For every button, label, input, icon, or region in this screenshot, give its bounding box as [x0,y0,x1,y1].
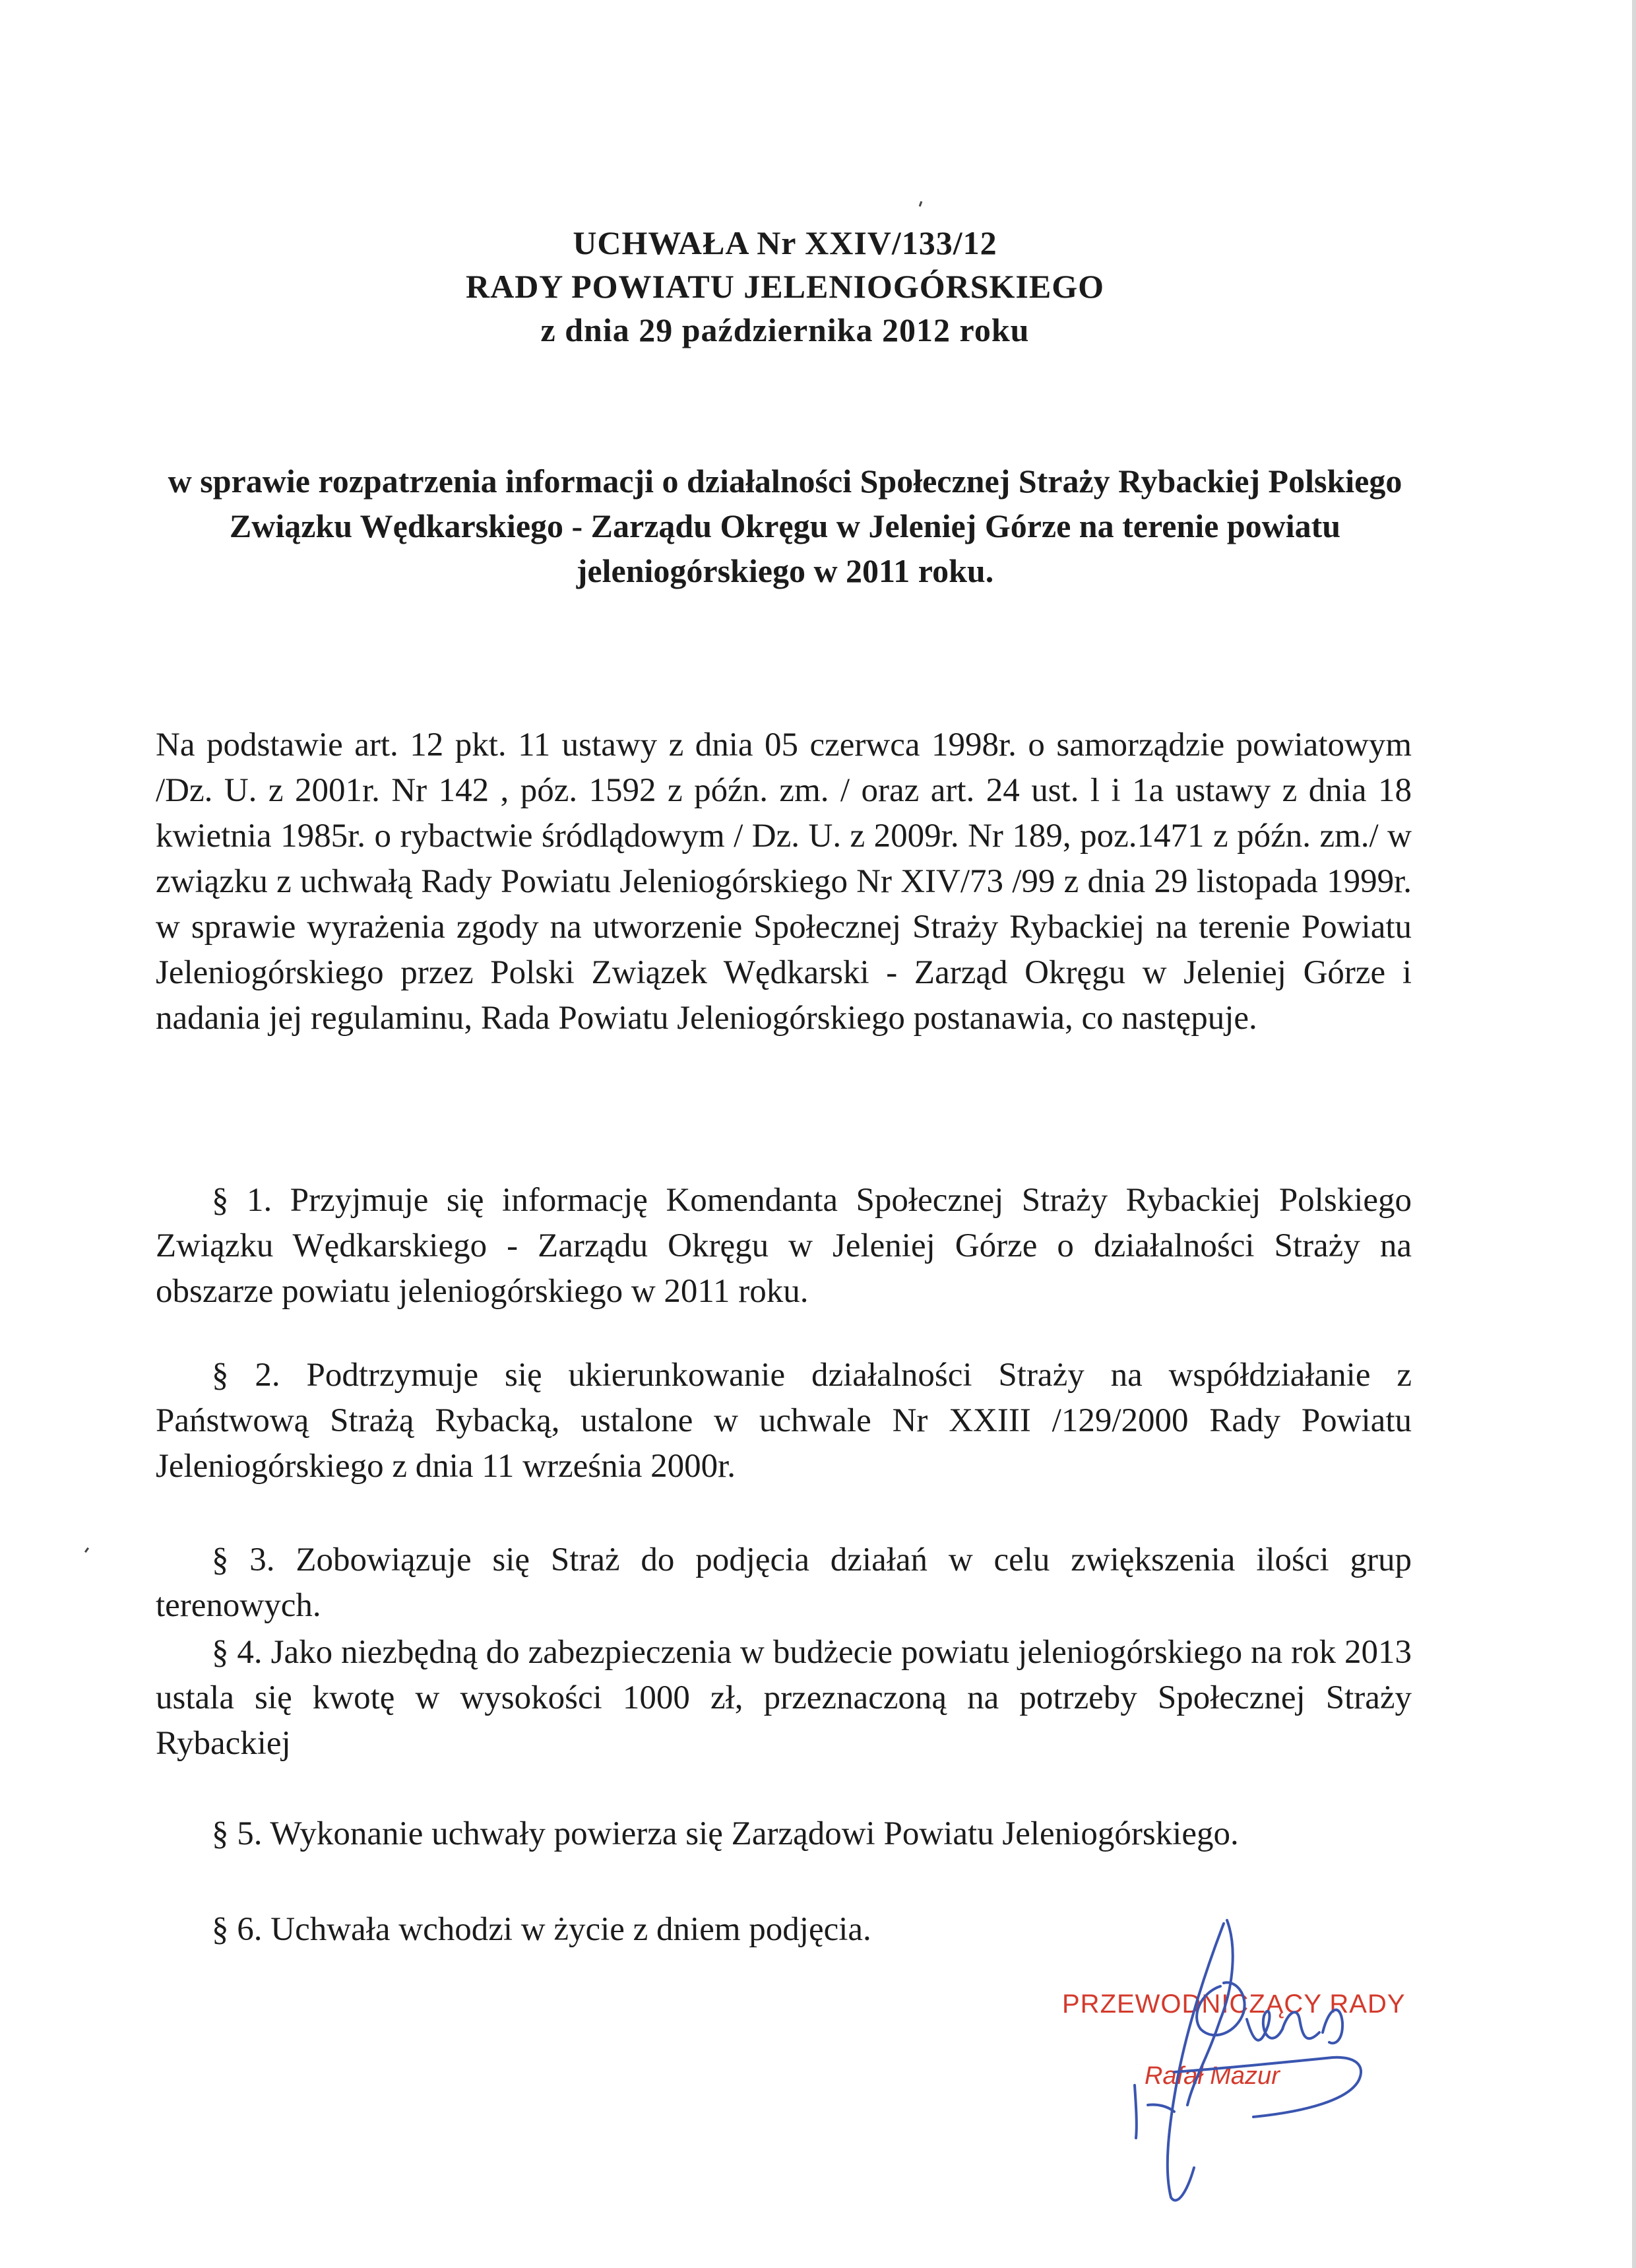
stamp-role: PRZEWODNICZĄCY RADY [1062,1990,1406,2019]
council-name: RADY POWIATU JELENIOGÓRSKIEGO [465,268,1104,305]
stamp-name: Rafał Mazur [1145,2062,1280,2090]
paragraph-4: § 4. Jako niezbędną do zabezpieczenia w budżecie powiatu jeleniogórskiego na rok 2013 ustala się kwotę w wysokości 1000 zł, przeznaczoną na potrzeby Społecznej Straży Rybackiej [156,1634,1412,1762]
stray-ink-dot [84,1547,89,1553]
page-edge [1632,0,1636,2268]
handwritten-signature [1095,1907,1399,2211]
legal-basis-preamble: Na podstawie art. 12 pkt. 11 ustawy z dnia 05 czerwca 1998r. o samorządzie powiatowym /Dz. U. z 2001r. Nr 142 , póz. 1592 z późn. zm. / oraz art. 24 ust. l i 1a ustawy z dnia 18 kwietnia 1985r. o rybactwie śródlądowym / Dz. U. z 2009r. Nr 189, poz.1471 z późn. zm./ w związku z uchwałą Rady Powiatu Jeleniogórskiego Nr XIV/73 /99 z dnia 29 listopada 1999r. w sprawie wyrażenia zgody na utworzenie Społecznej Straży Rybackiej na terenie Powiatu Jeleniogórskiego przez Polski Związek Wędkarski - Zarząd Okręgu w Jeleniej Górze i nadania jej regulaminu, Rada Powiatu Jeleniogórskiego postanawia, co następuje. [156,727,1412,1037]
resolution-date: z dnia 29 października 2012 roku [540,311,1030,348]
paragraph-2: § 2. Podtrzymuje się ukierunkowanie działalności Straży na współdziałanie z Państwową Strażą Rybacką, ustalone w uchwale Nr XXIII /129/2000 Rady Powiatu Jeleniogórskiego z dnia 11 września 2000r. [156,1357,1412,1485]
paragraph-3: § 3. Zobowiązuje się Straż do podjęcia działań w celu zwiększenia ilości grup terenowych. [156,1541,1412,1624]
paragraph-5: § 5. Wykonanie uchwały powierza się Zarządowi Powiatu Jeleniogórskiego. [212,1815,1239,1852]
resolution-subject: w sprawie rozpatrzenia informacji o działalności Społecznej Straży Rybackiej Polskiego Związku Wędkarskiego - Zarządu Okręgu w Jeleniej Górze na terenie powiatu jeleniogórskiego w 2011 roku. [168,463,1402,589]
paragraph-6: § 6. Uchwała wchodzi w życie z dniem podjęcia. [212,1911,871,1948]
resolution-number: UCHWAŁA Nr XXIV/133/12 [573,224,997,261]
paragraph-1: § 1. Przyjmuje się informację Komendanta Społecznej Straży Rybackiej Polskiego Związku Wędkarskiego - Zarządu Okręgu w Jeleniej Górze o działalności Straży na obszarze powiatu jeleniogórskiego w 2011 roku. [156,1182,1412,1310]
resolution-header [0,221,1570,352]
stray-ink-dot [919,201,923,207]
